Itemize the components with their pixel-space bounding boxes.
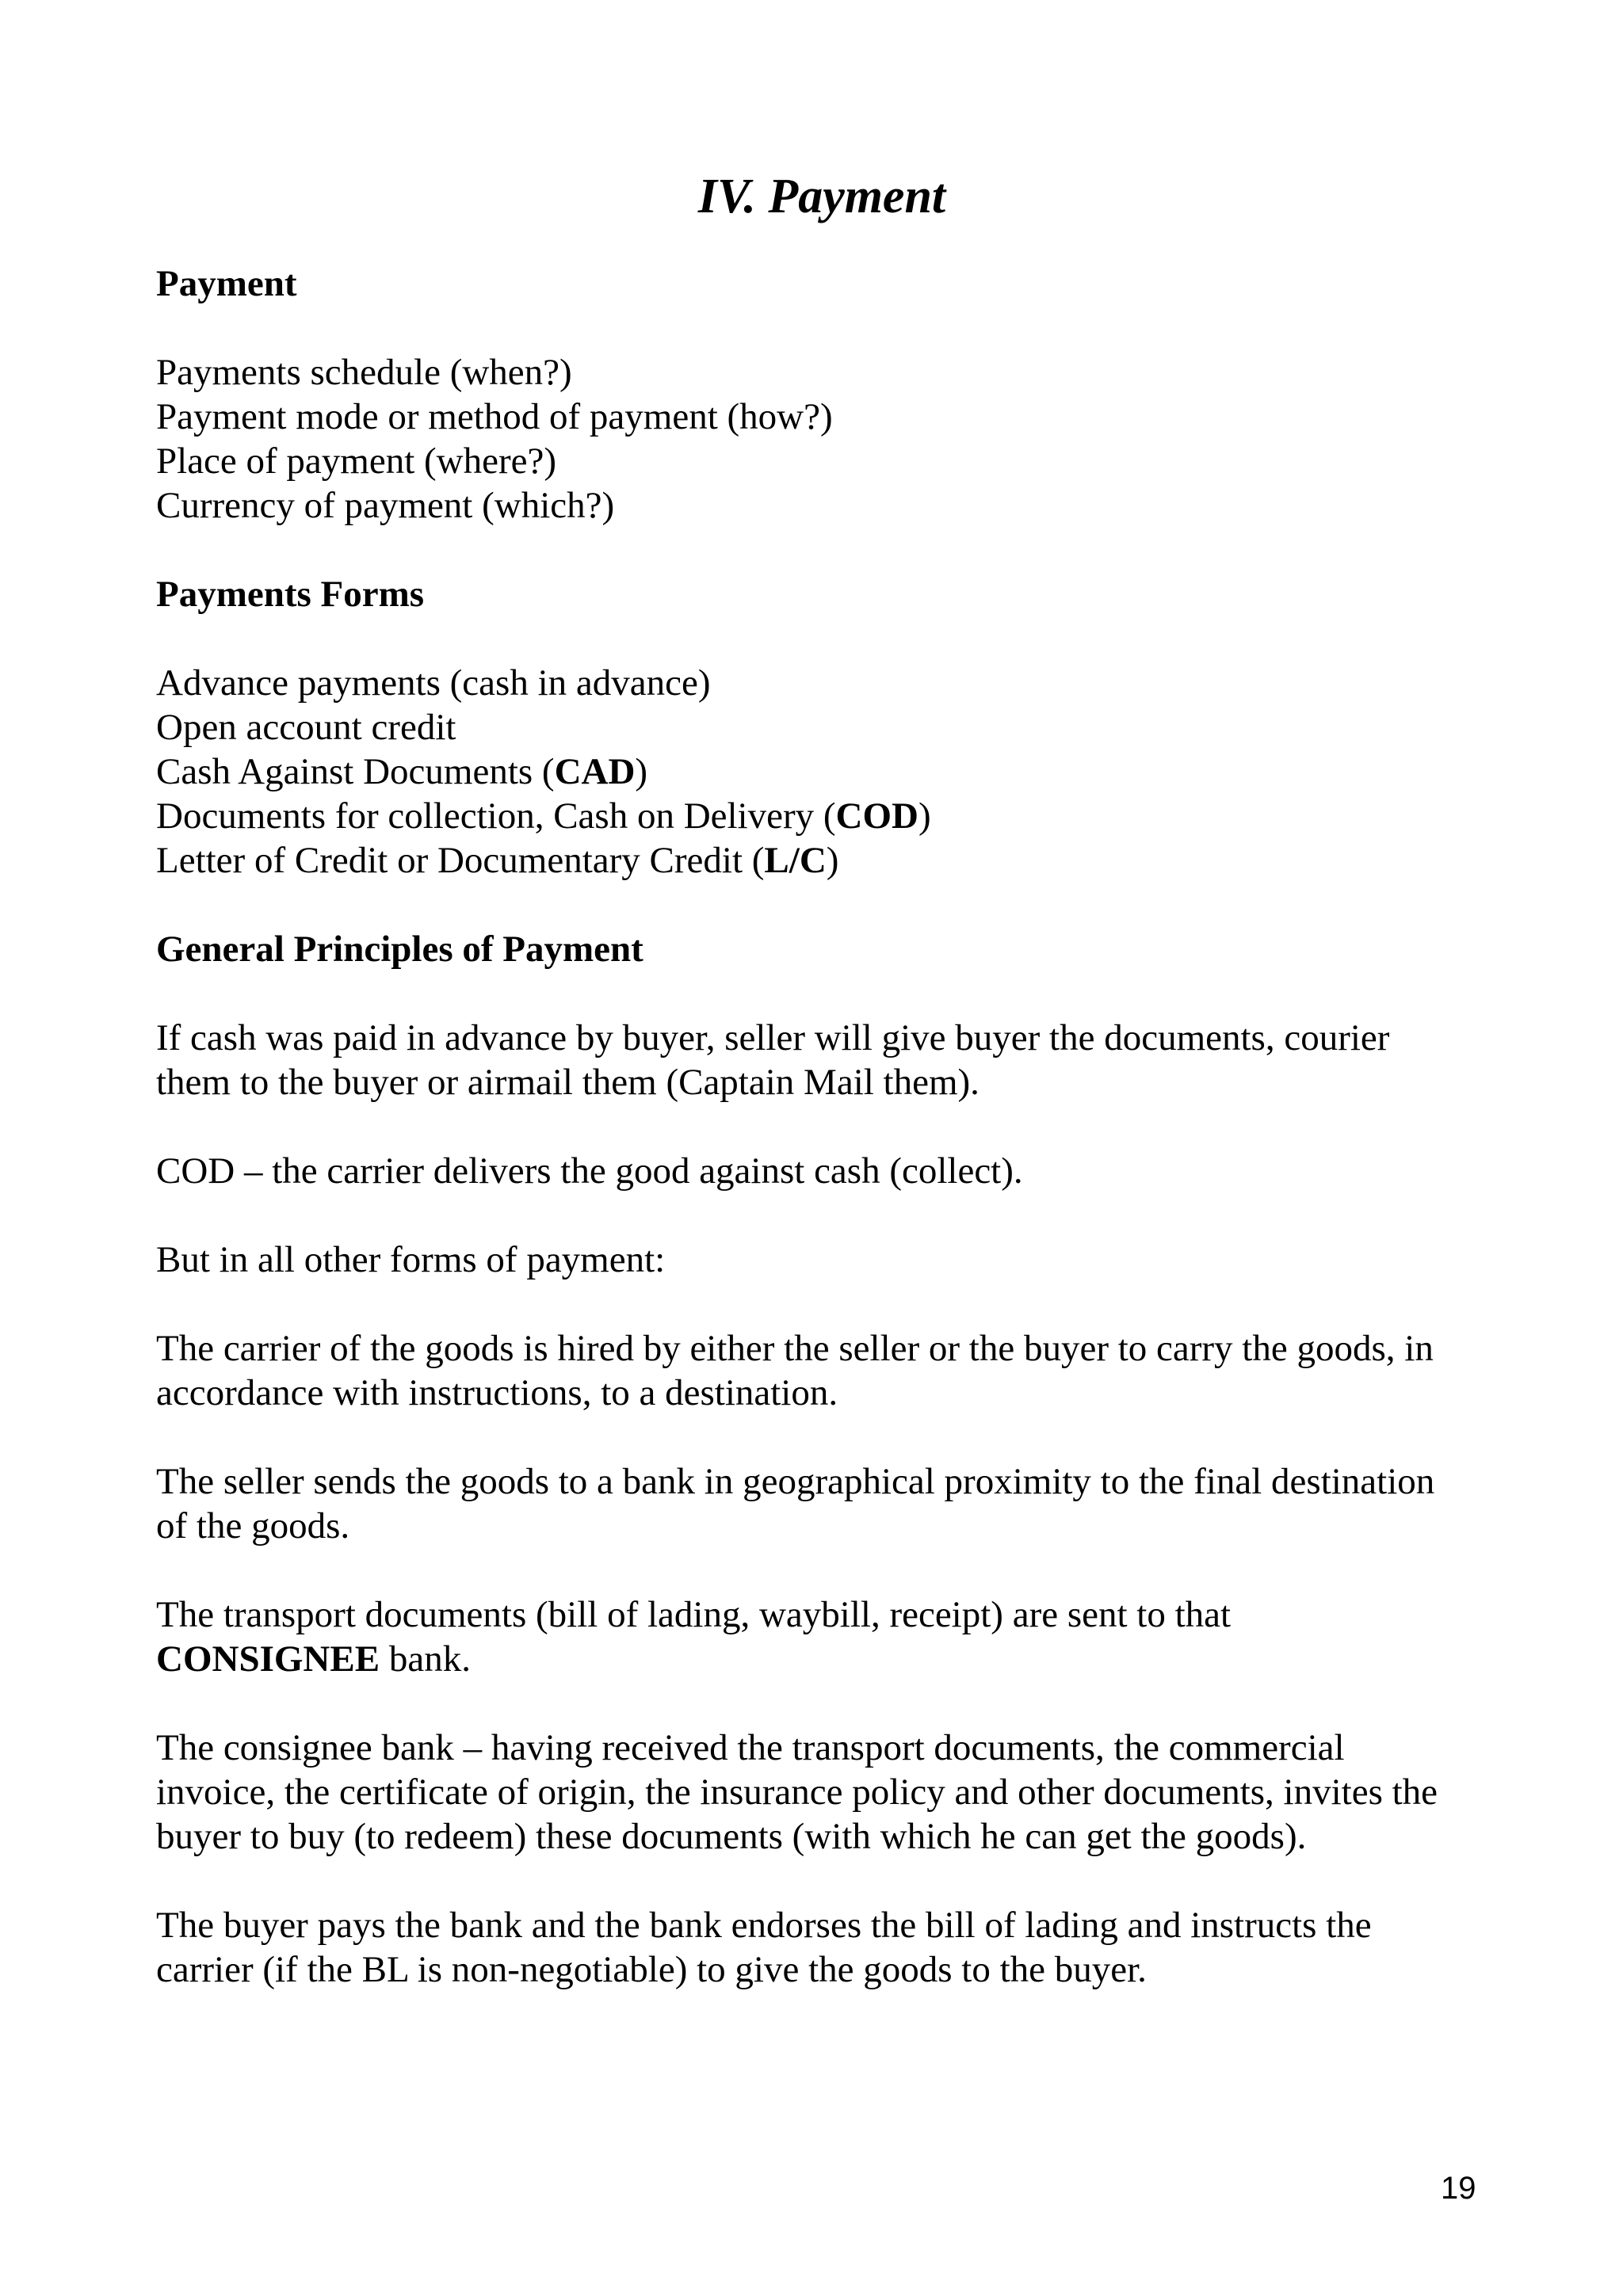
payment-aspects-list [156, 350, 1487, 528]
list-item: Advance payments (cash in advance) [156, 662, 711, 704]
list-item: Place of payment (where?) [156, 441, 556, 482]
paragraph: The transport documents (bill of lading, waybill, receipt) are sent to that CONSIGNEE bank. [156, 1594, 1232, 1680]
section-heading-general-principles: General Principles of Payment [156, 929, 643, 970]
paragraph: But in all other forms of payment: [156, 1239, 666, 1280]
payment-forms-list [156, 661, 1487, 883]
paragraph: The buyer pays the bank and the bank endorses the bill of lading and instructs the carrier (if the BL is non-negotiable) to give the goods to the buyer. [156, 1905, 1372, 1990]
list-item: Letter of Credit or Documentary Credit (L/C) [156, 840, 839, 881]
consignee-term: CONSIGNEE [156, 1638, 380, 1680]
section-heading-payments-forms: Payments Forms [156, 574, 425, 615]
list-item: Open account credit [156, 707, 456, 748]
chapter-title: IV. Payment [697, 170, 946, 223]
list-item: Currency of payment (which?) [156, 485, 615, 526]
abbreviation-cad: CAD [554, 751, 636, 792]
section-heading-payment: Payment [156, 263, 297, 304]
page-content [156, 166, 1487, 1992]
paragraph: The seller sends the goods to a bank in geographical proximity to the final destination of the goods. [156, 1461, 1435, 1547]
paragraph: If cash was paid in advance by buyer, seller will give buyer the documents, courier them to the buyer or airmail them (Captain Mail them). [156, 1017, 1390, 1103]
abbreviation-cod: COD [835, 795, 918, 837]
page-number: 19 [1441, 2171, 1476, 2206]
abbreviation-lc: L/C [764, 840, 827, 881]
list-item: Cash Against Documents (CAD) [156, 751, 648, 792]
list-item: Payments schedule (when?) [156, 352, 572, 393]
list-item: Documents for collection, Cash on Delivery (COD) [156, 795, 931, 837]
paragraph: The consignee bank – having received the transport documents, the commercial invoice, the certificate of origin, the insurance policy and other documents, invites the buyer to buy (to redeem) these documents (with which he can get the goods). [156, 1727, 1438, 1857]
paragraph: COD – the carrier delivers the good against cash (collect). [156, 1150, 1023, 1192]
paragraph: The carrier of the goods is hired by either the seller or the buyer to carry the goods, in accordance with instructions, to a destination. [156, 1328, 1434, 1413]
list-item: Payment mode or method of payment (how?) [156, 396, 833, 437]
